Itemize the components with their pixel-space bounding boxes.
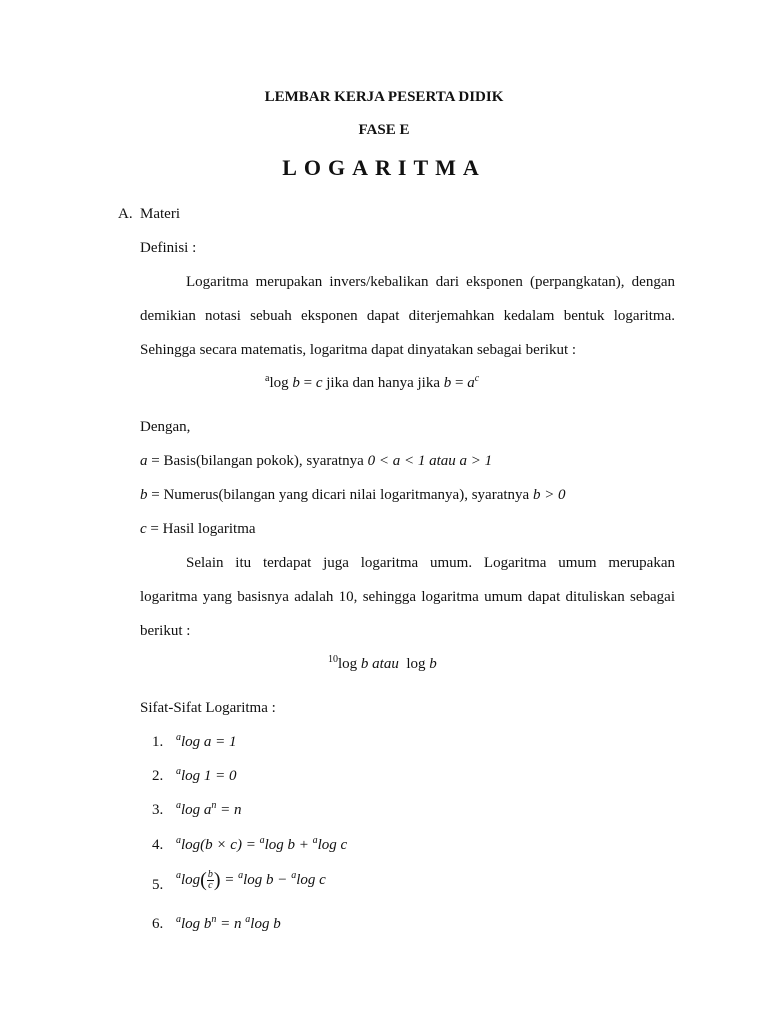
header-title-line2: FASE E xyxy=(358,122,410,138)
para2-line2: logaritma yang basisnya adalah 10, sehingga logaritma umum dapat dituliskan sebagai xyxy=(140,589,675,605)
para1-line3: Sehingga secara matematis, logaritma dapat dinyatakan sebagai berikut : xyxy=(140,342,577,358)
sifat-item: $^a$log( $\frac{b}{c}$ ) = $^a$log b − $^a$log c xyxy=(176,869,326,892)
sifat-number: 3. xyxy=(152,802,164,818)
para1-line1: Logaritma merupakan invers/kebalikan dari eksponen (perpangkatan), dengan xyxy=(186,274,675,290)
para1-line2: demikian notasi sebuah eksponen dapat diterjemahkan kedalam bentuk logaritma. xyxy=(140,308,675,324)
sifat-number: 1. xyxy=(152,734,164,750)
para2-line1: Selain itu terdapat juga logaritma umum. Logaritma umum merupakan xyxy=(186,555,675,571)
sifat-number: 2. xyxy=(152,768,164,784)
sifat-item: $^a$log(b × c) = $^a$log b + $^a$log c xyxy=(176,835,348,853)
definisi-label: Definisi : xyxy=(140,240,197,256)
fraction: $\frac{b}{c}$ xyxy=(207,869,213,892)
sifat-label: Sifat-Sifat Logaritma : xyxy=(140,700,276,716)
section-title: Materi xyxy=(140,206,180,222)
dengan-label: Dengan, xyxy=(140,419,191,435)
sifat-number: 5. xyxy=(152,877,164,893)
definition-formula: $^a$log b = c jika dan hanya jika $b = a^c$ xyxy=(265,373,480,391)
sifat-item: $^a$log a = 1 xyxy=(176,732,237,750)
sifat-item: $^a$log $a^n = n$ xyxy=(176,800,242,818)
sifat-number: 6. xyxy=(152,916,164,932)
sifat-item: $^a$log 1 = 0 xyxy=(176,766,237,784)
var-b-line: b = Numerus(bilangan yang dicari nilai logaritmanya), syaratnya b > 0 xyxy=(140,487,566,503)
para2-line3: berikut : xyxy=(140,623,191,639)
sifat-item: $^a$log $b^n = n$ $^a$log b xyxy=(176,914,281,932)
section-marker: A. xyxy=(118,206,133,222)
header-title-main: LOGARITMA xyxy=(282,155,486,180)
var-a-line: a = Basis(bilangan pokok), syaratnya 0 < a < 1 atau a > 1 xyxy=(140,453,493,469)
common-log-formula: $^{10}$log b atau log b xyxy=(328,654,437,672)
header-title-line1: LEMBAR KERJA PESERTA DIDIK xyxy=(264,89,504,105)
var-c-line: c = Hasil logaritma xyxy=(140,521,256,537)
sifat-number: 4. xyxy=(152,837,164,853)
